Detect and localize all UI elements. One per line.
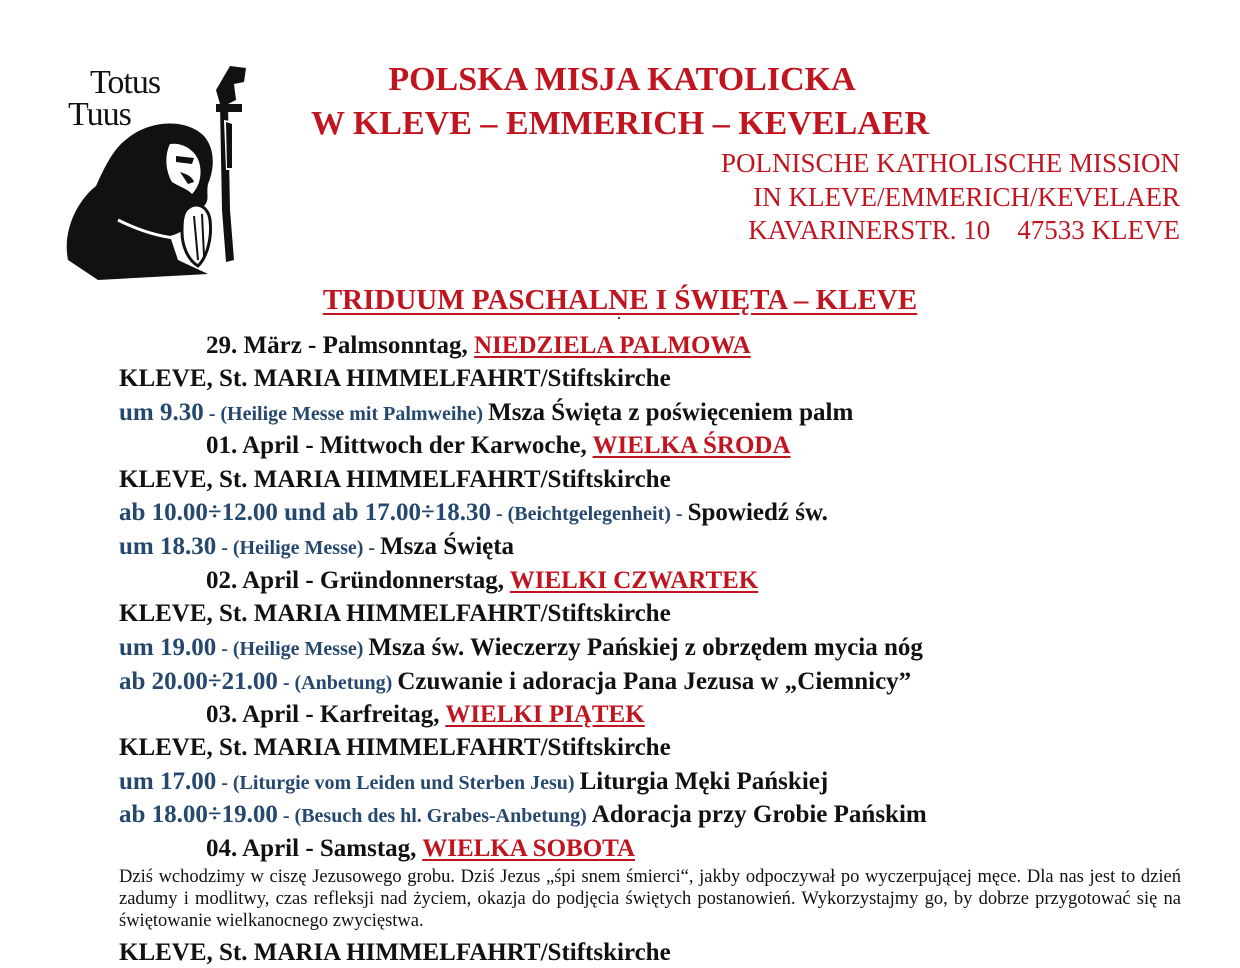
event-time: um 17.00 [119,768,217,795]
day-date: 04. April - Samstag, [206,835,423,862]
logo-text-totus: Totus [90,64,161,101]
event-polish: Adoracja przy Grobie Pańskim [591,801,927,828]
schedule-heading: TRIDUUM PASCHALNE I ŚWIĘTA – KLEVE [322,284,918,316]
divider-dot [618,317,620,319]
german-address-line3: KAVARINERSTR. 10 47533 KLEVE [748,215,1180,245]
day-date: 29. März - Palmsonntag, [206,332,475,359]
german-address-line1: POLNISCHE KATHOLISCHE MISSION [720,148,1180,178]
event-german: - (Liturgie vom Leiden und Sterben Jesu) [216,772,580,794]
event-time: um 9.30 [119,399,204,426]
day-polish-name: WIELKI CZWARTEK [509,567,759,594]
day-heading [206,566,758,596]
german-address-line2: IN KLEVE/EMMERICH/KEVELAER [753,182,1180,212]
event-row [119,532,514,563]
day-date: 03. April - Karfreitag, [206,701,446,728]
event-row [119,800,927,831]
event-polish: Msza Święta z poświęceniem palm [488,399,854,426]
day-date: 01. April - Mittwoch der Karwoche, [206,432,593,459]
mission-title-line2: W KLEVE – EMMERICH – KEVELAER [310,105,930,142]
event-time: um 18.30 [119,533,217,560]
event-german: - (Heilige Messe) - [216,537,381,559]
day-polish-name: NIEDZIELA PALMOWA [474,332,751,359]
event-row [119,667,911,698]
day-date: 02. April - Gründonnerstag, [206,567,510,594]
event-time: um 19.00 [119,634,217,661]
event-polish: Czuwanie i adoracja Pana Jezusa w „Ciemnicy” [397,668,912,695]
location: KLEVE, St. MARIA HIMMELFAHRT/Stiftskirche [119,939,671,966]
event-time: ab 20.00÷21.00 [119,668,278,695]
event-polish: Msza Święta [380,533,515,560]
event-row [119,498,828,529]
event-german: - (Besuch des hl. Grabes-Anbetung) [277,805,592,827]
day-heading [206,834,635,864]
event-german: - (Heilige Messe) [216,638,369,660]
day-heading [206,700,645,730]
event-german: - (Anbetung) [277,672,398,694]
event-german: - (Beichtgelegenheit) - [490,503,688,525]
event-polish: Liturgia Męki Pańskiej [579,768,829,795]
day-polish-name: WIELKA SOBOTA [422,835,636,862]
holy-saturday-paragraph: Dziś wchodzimy w ciszę Jezusowego grobu. Dziś Jezus „śpi snem śmierci“, jakby odpoczywał po wyczerpującej męce. Dla nas jest to dzień zadumy i modlitwy, czas refleksji nad życiem, okazja do podjęcia świętych postanowień. Wykorzystajmy go, by dobrze przygotować się na świętowanie wielkanocnego zwycięstwa. [119,867,1181,931]
event-row [119,398,853,429]
event-polish: Spowiedź św. [687,499,828,526]
event-german: - (Heilige Messe mit Palmweihe) [203,403,489,425]
event-row [119,767,828,798]
mission-title-line1: POLSKA MISJA KATOLICKA [388,61,856,98]
day-polish-name: WIELKA ŚRODA [592,432,791,459]
event-polish: Msza św. Wieczerzy Pańskiej z obrzędem mycia nóg [368,634,923,661]
location: KLEVE, St. MARIA HIMMELFAHRT/Stiftskirche [119,365,671,392]
location: KLEVE, St. MARIA HIMMELFAHRT/Stiftskirche [119,466,671,493]
day-polish-name: WIELKI PIĄTEK [445,701,645,728]
day-heading [206,331,751,361]
location: KLEVE, St. MARIA HIMMELFAHRT/Stiftskirche [119,734,671,761]
event-row [119,633,923,664]
logo-text-tuus: Tuus [68,96,131,133]
location: KLEVE, St. MARIA HIMMELFAHRT/Stiftskirche [119,600,671,627]
event-time: ab 18.00÷19.00 [119,801,278,828]
day-heading [206,431,791,461]
event-time: ab 10.00÷12.00 und ab 17.00÷18.30 [119,499,491,526]
